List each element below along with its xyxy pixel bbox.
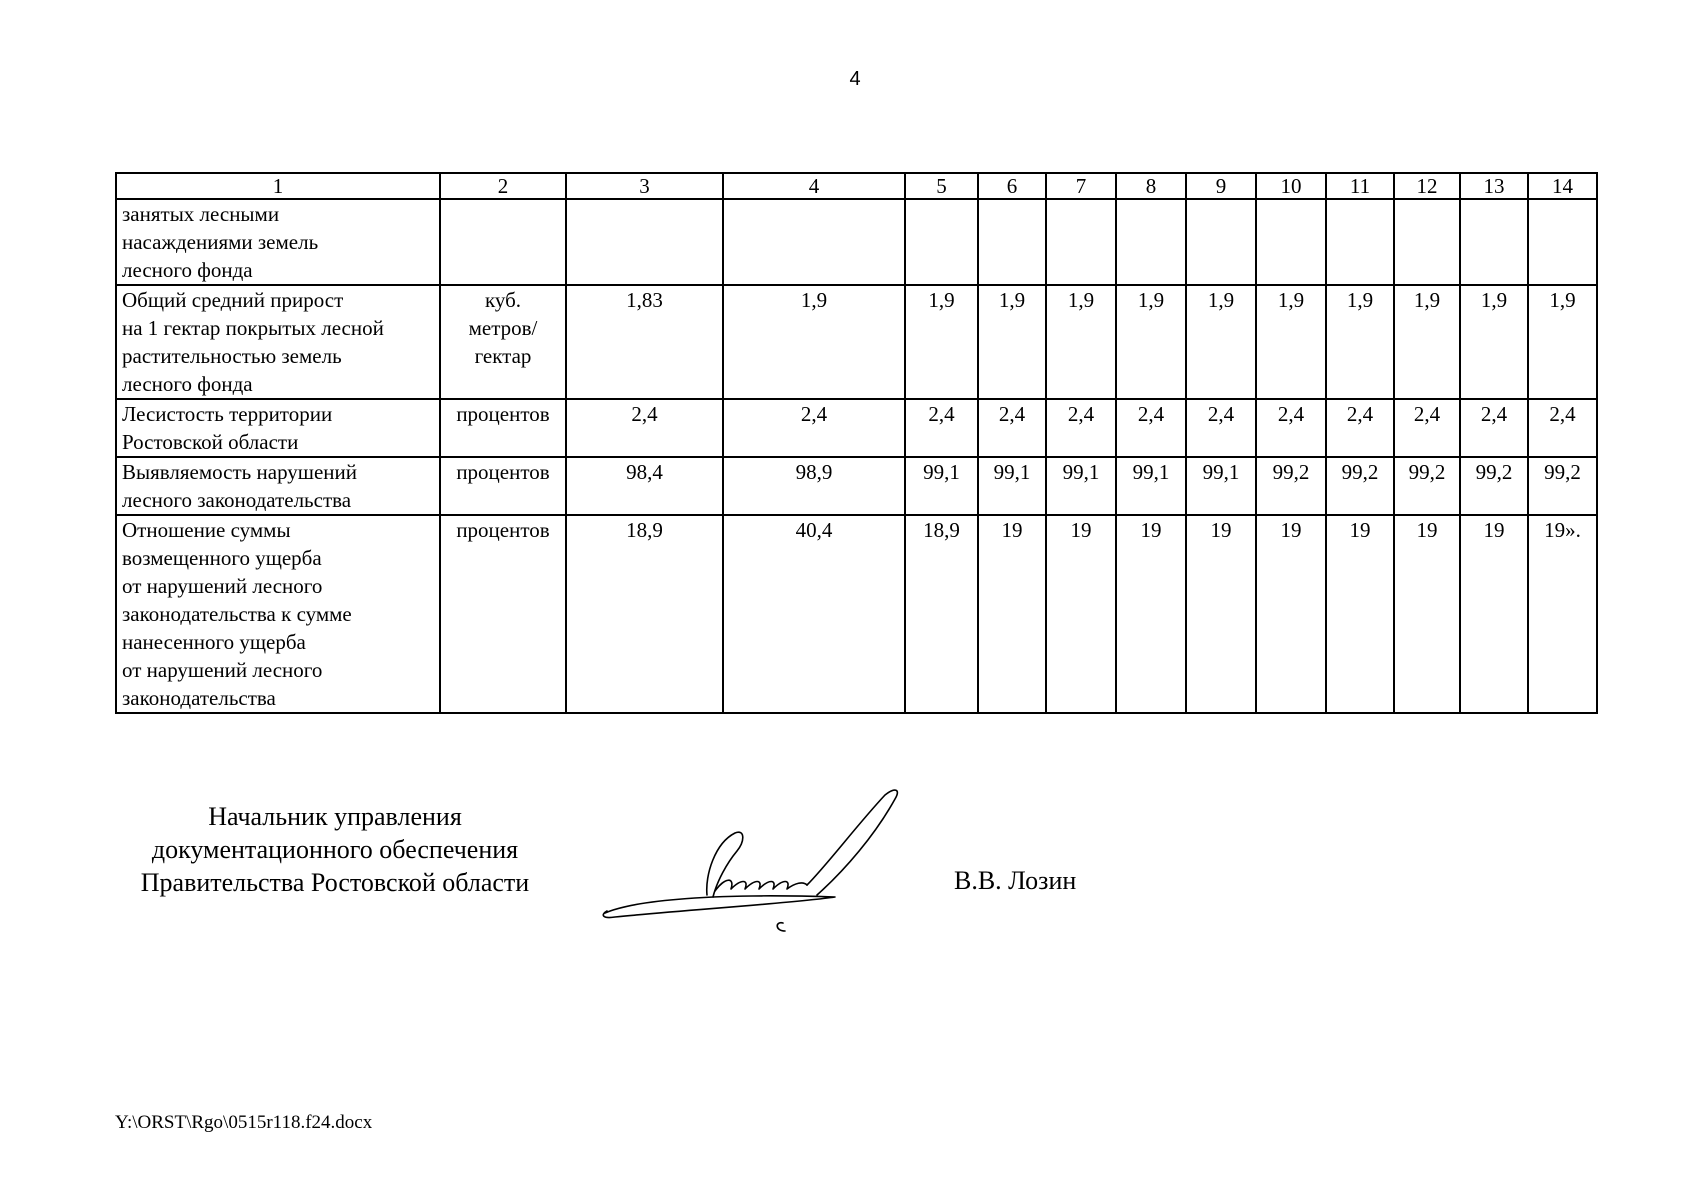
indicator-value: 2,4 [1326, 399, 1394, 457]
indicator-value: 19 [1256, 515, 1326, 713]
column-number: 13 [1460, 173, 1528, 199]
signer-title: Начальник управления документационного обеспечения Правительства Ростовской области [140, 802, 530, 897]
column-number: 10 [1256, 173, 1326, 199]
indicator-value: 1,9 [1460, 285, 1528, 399]
indicator-value: 2,4 [1394, 399, 1460, 457]
indicator-value: 2,4 [1186, 399, 1256, 457]
indicator-name: Общий средний прирост на 1 гектар покрытых лесной растительностью земель лесного фонда [116, 285, 440, 399]
indicator-value: 19 [1116, 515, 1186, 713]
column-number: 1 [116, 173, 440, 199]
column-number: 9 [1186, 173, 1256, 199]
column-number: 11 [1326, 173, 1394, 199]
indicator-value: 1,83 [566, 285, 723, 399]
indicator-value: 99,1 [905, 457, 978, 515]
indicator-value [1186, 199, 1256, 285]
indicator-value: 99,2 [1460, 457, 1528, 515]
indicator-value: 2,4 [723, 399, 905, 457]
indicator-value: 40,4 [723, 515, 905, 713]
indicator-value: 18,9 [566, 515, 723, 713]
indicator-value [1394, 199, 1460, 285]
indicator-value: 99,1 [1046, 457, 1116, 515]
file-path: Y:\ORST\Rgo\0515r118.f24.docx [115, 1112, 373, 1133]
indicator-value: 1,9 [1528, 285, 1597, 399]
indicator-value: 2,4 [1046, 399, 1116, 457]
unit-of-measure: процентов [440, 399, 566, 457]
indicator-value: 1,9 [1326, 285, 1394, 399]
unit-of-measure [440, 199, 566, 285]
table-row [116, 285, 1597, 399]
indicator-value: 1,9 [1394, 285, 1460, 399]
indicator-value: 19 [1326, 515, 1394, 713]
column-number: 12 [1394, 173, 1460, 199]
handwritten-signature [595, 785, 925, 935]
table-row [116, 515, 1597, 713]
indicator-name: Выявляемость нарушений лесного законодательства [116, 457, 440, 515]
indicator-value: 2,4 [1528, 399, 1597, 457]
table-row [116, 199, 1597, 285]
indicator-value: 19 [1460, 515, 1528, 713]
column-number: 3 [566, 173, 723, 199]
indicator-value: 99,1 [978, 457, 1046, 515]
indicator-value [1046, 199, 1116, 285]
indicator-value: 98,9 [723, 457, 905, 515]
indicator-value: 2,4 [905, 399, 978, 457]
indicator-value [723, 199, 905, 285]
indicator-value: 1,9 [1116, 285, 1186, 399]
indicator-value [1116, 199, 1186, 285]
unit-of-measure: процентов [440, 457, 566, 515]
signer-name: В.В. Лозин [954, 866, 1077, 895]
indicator-value [1256, 199, 1326, 285]
indicator-value: 99,2 [1256, 457, 1326, 515]
indicator-value: 2,4 [978, 399, 1046, 457]
indicator-name: занятых лесными насаждениями земель лесного фонда [116, 199, 440, 285]
indicator-value: 99,2 [1528, 457, 1597, 515]
indicator-value: 1,9 [723, 285, 905, 399]
column-number: 4 [723, 173, 905, 199]
indicator-value: 19 [1046, 515, 1116, 713]
indicator-value: 2,4 [1116, 399, 1186, 457]
indicator-value: 2,4 [566, 399, 723, 457]
indicator-value: 2,4 [1256, 399, 1326, 457]
indicator-value [1460, 199, 1528, 285]
indicators-table [115, 172, 1598, 714]
column-number: 2 [440, 173, 566, 199]
indicator-value: 18,9 [905, 515, 978, 713]
column-number-row [116, 173, 1597, 199]
column-number: 6 [978, 173, 1046, 199]
indicator-value: 99,1 [1186, 457, 1256, 515]
unit-of-measure: процентов [440, 515, 566, 713]
table-row [116, 399, 1597, 457]
indicator-value: 1,9 [905, 285, 978, 399]
indicator-value: 99,1 [1116, 457, 1186, 515]
indicator-value: 1,9 [978, 285, 1046, 399]
indicator-value: 1,9 [1186, 285, 1256, 399]
column-number: 14 [1528, 173, 1597, 199]
indicator-value: 19 [978, 515, 1046, 713]
indicator-value: 99,2 [1394, 457, 1460, 515]
indicator-name: Отношение суммы возмещенного ущерба от нарушений лесного законодательства к сумме нанесенного ущерба от нарушений лесного законодательства [116, 515, 440, 713]
column-number: 8 [1116, 173, 1186, 199]
column-number: 7 [1046, 173, 1116, 199]
page-number: 4 [849, 68, 861, 90]
indicator-value: 1,9 [1046, 285, 1116, 399]
indicator-value: 19». [1528, 515, 1597, 713]
table-row [116, 457, 1597, 515]
indicator-value [905, 199, 978, 285]
indicator-value: 1,9 [1256, 285, 1326, 399]
indicator-name: Лесистость территории Ростовской области [116, 399, 440, 457]
indicator-value: 99,2 [1326, 457, 1394, 515]
indicator-value: 98,4 [566, 457, 723, 515]
indicator-value [566, 199, 723, 285]
indicator-value: 2,4 [1460, 399, 1528, 457]
indicator-value: 19 [1394, 515, 1460, 713]
unit-of-measure: куб. метров/ гектар [440, 285, 566, 399]
indicator-value [978, 199, 1046, 285]
indicator-value: 19 [1186, 515, 1256, 713]
indicator-value [1528, 199, 1597, 285]
column-number: 5 [905, 173, 978, 199]
indicator-value [1326, 199, 1394, 285]
